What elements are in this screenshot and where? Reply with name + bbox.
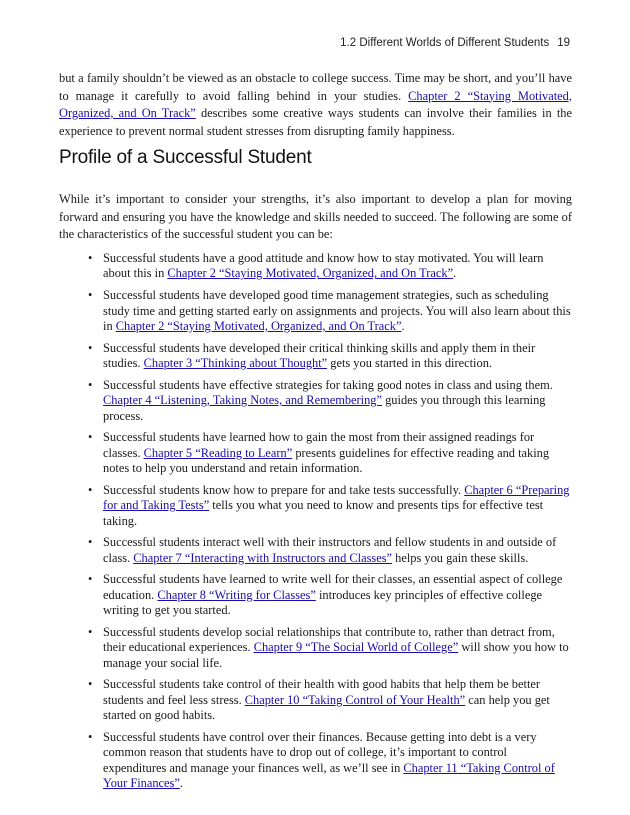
list-item — [87, 251, 573, 282]
chapter-link[interactable]: Chapter 2 “Staying Motivated, Organized, and On Track” — [115, 318, 402, 333]
chapter-link[interactable]: Chapter 11 “Taking Control of Your Finances” — [103, 760, 555, 791]
characteristics-list — [87, 251, 573, 798]
list-item-text: will show you how to manage your social life. — [103, 640, 569, 670]
bullet-icon: • — [88, 677, 93, 692]
chapter-link[interactable]: Chapter 9 “The Social World of College” — [253, 640, 459, 655]
list-item — [87, 535, 573, 566]
paragraph-text: but a family shouldn’t be viewed as an obstacle to college success. Time may be short, and you’ll have to manage it carefully to avoid falling behind in your studies. — [59, 71, 572, 103]
list-item-text: Successful students have learned how to gain the most from their assigned readings for classes. — [103, 430, 535, 460]
chapter-link[interactable]: Chapter 10 “Taking Control of Your Health” — [244, 692, 466, 707]
chapter-link[interactable]: Chapter 5 “Reading to Learn” — [143, 445, 293, 460]
list-item-text: Successful students have control over their finances. Because getting into debt is a very common reason that students have to drop out of college, it’s important to control expenditures and manage your finances well, as we’ll see in — [103, 729, 537, 775]
list-item-text: Successful students develop social relationships that contribute to, rather than detract from, their educational experiences. — [103, 624, 555, 655]
paragraph-text: describes some creative ways students can involve their families in the experience to prevent normal student stresses from disrupting family happiness. — [59, 106, 572, 138]
list-item-text: Successful students have developed good time management strategies, such as scheduling study time and getting started early on assignments and projects. You will also learn about this in — [103, 288, 571, 333]
list-item-text: Successful students have learned to write well for their classes, an essential aspect of college education. — [103, 572, 563, 602]
list-item — [87, 288, 573, 334]
list-item-text: Successful students interact well with their instructors and fellow students in and outside of class. — [103, 535, 557, 565]
list-item-text: Successful students have effective strategies for taking good notes in class and using them. — [103, 377, 553, 392]
chapter-link[interactable]: Chapter 8 “Writing for Classes” — [157, 587, 316, 602]
chapter-link[interactable]: Chapter 3 “Thinking about Thought” — [143, 356, 328, 371]
section-intro-paragraph: While it’s important to consider your strengths, it’s also important to develop a plan for moving forward and ensuring you have the knowledge and skills needed to succeed. The following are some of the characteristics of the successful student you can be: — [59, 192, 572, 241]
intro-paragraph — [59, 70, 572, 140]
list-item-text: guides you through this learning process. — [103, 393, 546, 423]
list-item-text: helps you gain these skills. — [392, 550, 529, 565]
list-item-text: . — [453, 266, 457, 281]
bullet-icon: • — [88, 377, 93, 392]
list-item — [87, 625, 573, 671]
bullet-icon: • — [88, 288, 93, 303]
list-item-text: can help you get started on good habits. — [103, 692, 550, 723]
list-item-text: . — [179, 776, 183, 791]
chapter-link[interactable]: Chapter 4 “Listening, Taking Notes, and Remembering” — [103, 393, 383, 408]
list-item — [87, 483, 573, 529]
list-item — [87, 730, 573, 792]
list-item-text: Successful students have a good attitude and know how to stay motivated. You will learn about this in — [103, 251, 544, 281]
list-item-text: Successful students have developed their critical thinking skills and apply them in their studies. — [103, 340, 536, 371]
list-item-text: Successful students take control of their health with good habits that help them be better students and feel less stress. — [103, 677, 541, 707]
bullet-icon: • — [88, 482, 93, 497]
running-header — [340, 37, 570, 49]
bullet-icon: • — [88, 535, 93, 550]
chapter-link[interactable]: Chapter 6 “Preparing for and Taking Tests” — [103, 482, 570, 513]
running-title: 1.2 Different Worlds of Different Students — [340, 37, 550, 49]
list-item-text: gets you started in this direction. — [327, 356, 492, 371]
list-item — [87, 430, 573, 476]
bullet-icon: • — [88, 340, 93, 355]
section-heading: Profile of a Successful Student — [59, 147, 312, 168]
bullet-icon: • — [88, 251, 93, 265]
bullet-icon: • — [88, 430, 93, 445]
list-item-text: . — [401, 318, 405, 333]
list-item-text: Successful students know how to prepare for and take tests successfully. — [103, 482, 465, 497]
page-number: 19 — [557, 37, 570, 49]
chapter-link[interactable]: Chapter 7 “Interacting with Instructors and Classes” — [133, 550, 393, 565]
list-item-text: introduces key principles of effective college writing to get you started. — [103, 587, 543, 618]
chapter-link[interactable]: Chapter 2 “Staying Motivated, Organized, and On Track” — [59, 88, 572, 120]
list-item — [87, 572, 573, 618]
list-item-text: tells you what you need to know and presents tips for effective test taking. — [103, 498, 544, 528]
chapter-link[interactable]: Chapter 2 “Staying Motivated, Organized, and On Track” — [167, 266, 454, 281]
bullet-icon: • — [88, 624, 93, 639]
list-item — [87, 378, 573, 424]
list-item-text: presents guidelines for effective reading and taking notes to help you understand and retain information. — [103, 445, 550, 476]
list-item — [87, 677, 573, 723]
bullet-icon: • — [88, 572, 93, 587]
bullet-icon: • — [88, 729, 93, 744]
list-item — [87, 341, 573, 372]
